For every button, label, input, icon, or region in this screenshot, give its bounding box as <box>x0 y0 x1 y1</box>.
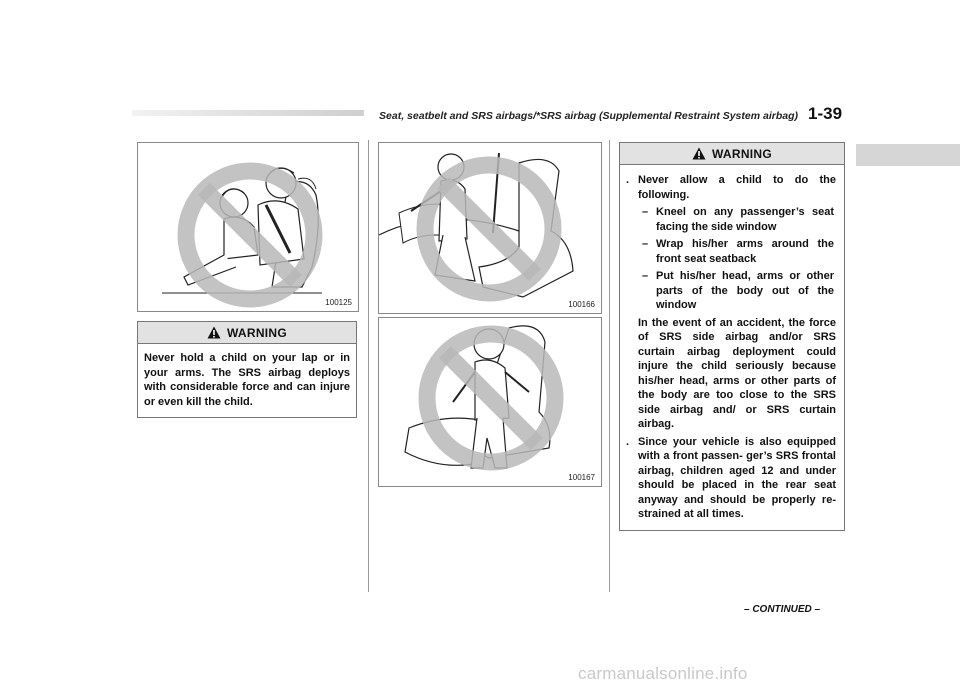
warning-paragraph: In the event of an accident, the force of SRS side airbag and/or SRS curtain airbag deployment could injure the child seriously because his/her head, arms or other parts of the body are too close to the SRS side airbag and/ or SRS curtain airbag. <box>638 316 836 430</box>
warning-body <box>619 164 845 531</box>
illustration-child-on-lap <box>138 143 358 311</box>
warning-box-right <box>619 142 845 531</box>
figure-child-arms-around-seatback <box>378 317 602 487</box>
warning-triangle-icon <box>207 326 221 339</box>
sub-item <box>622 269 836 313</box>
warning-header <box>137 321 357 343</box>
warning-title: WARNING <box>711 146 773 161</box>
illustration-child-kneeling <box>379 143 601 313</box>
sub-item <box>622 205 836 234</box>
figure-code: 100166 <box>568 300 595 309</box>
warning-header <box>619 142 845 164</box>
chapter-tab <box>856 144 960 166</box>
column-divider-right <box>609 140 610 592</box>
warning-text: Never hold a child on your lap or in your arms. The SRS airbag deploys with considerable force and can injure or even kill the child. <box>137 343 357 418</box>
bullet-symbol: . <box>626 174 630 186</box>
sub-item-text: Wrap his/her arms around the front seat seatback <box>656 238 834 265</box>
illustration-child-arms-seatback <box>379 318 601 486</box>
sub-item <box>622 237 836 266</box>
sub-item-text: Kneel on any passenger’s seat facing the side window <box>656 206 834 233</box>
dash-symbol: – <box>642 238 649 250</box>
bullet-item <box>622 173 836 202</box>
warning-triangle-icon <box>692 147 706 160</box>
section-title: Seat, seatbelt and SRS airbags/*SRS airbag (Supplemental Restraint System airbag) <box>379 110 798 122</box>
dash-symbol: – <box>642 206 649 218</box>
column-divider-left <box>368 140 369 592</box>
figure-child-kneeling <box>378 142 602 314</box>
figure-code: 100167 <box>568 473 595 482</box>
page-number: 1-39 <box>808 104 843 123</box>
continued-label: – CONTINUED – <box>744 604 821 615</box>
header-decoration-bar <box>132 110 364 116</box>
dash-symbol: – <box>642 270 649 282</box>
bullet-text: Since your vehicle is also equipped with a front passen- ger’s SRS frontal airbag, children aged 12 and under should be placed in the rear seat anyway and should be properly re- strained at all times. <box>638 435 836 520</box>
bullet-symbol: . <box>626 435 630 448</box>
bullet-item <box>622 435 836 522</box>
warning-box-left <box>137 321 357 418</box>
figure-code: 100125 <box>325 298 352 307</box>
figure-child-on-lap <box>137 142 359 312</box>
watermark: carmanualsonline.info <box>578 664 748 683</box>
warning-title: WARNING <box>226 325 288 340</box>
sub-item-text: Put his/her head, arms or other parts of the body out of the window <box>656 270 834 311</box>
bullet-text: Never allow a child to do the following. <box>638 174 836 201</box>
